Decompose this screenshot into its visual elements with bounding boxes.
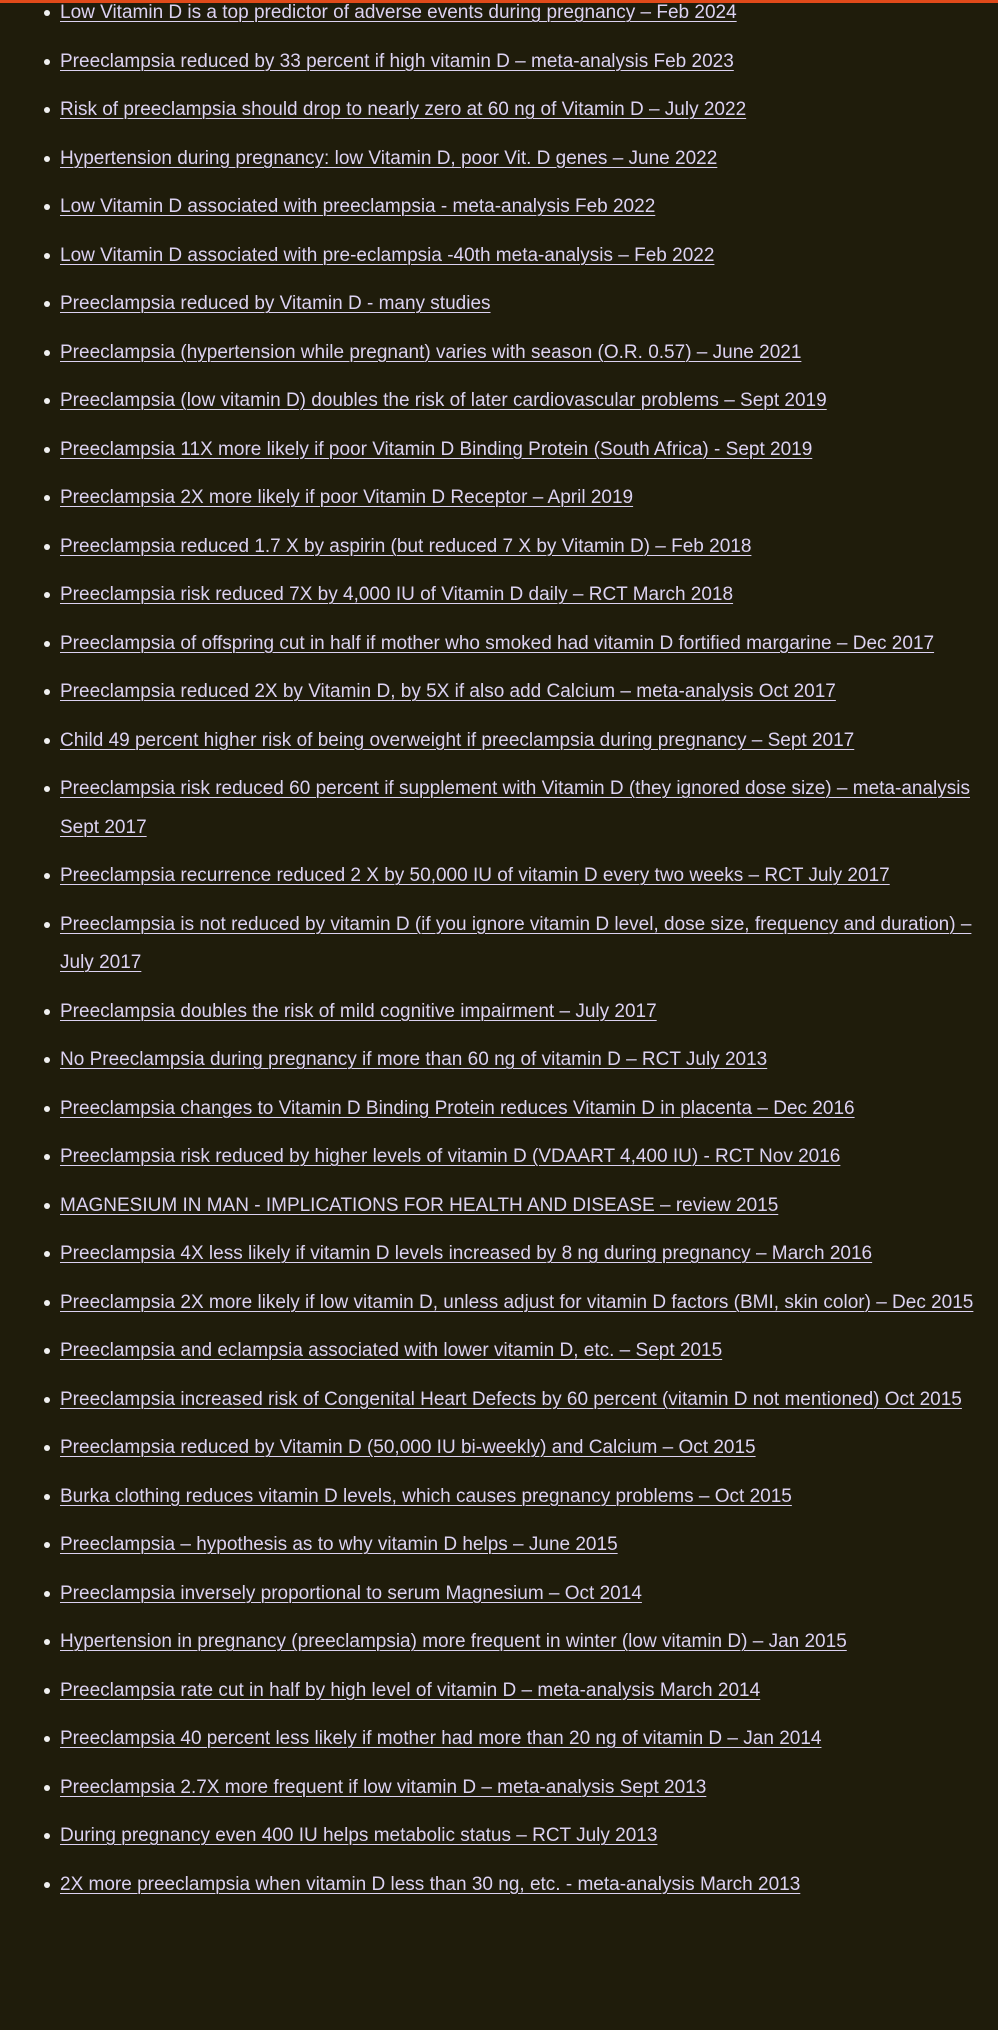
list-item (60, 993, 998, 1032)
article-link[interactable]: Preeclampsia (hypertension while pregnant) varies with season (O.R. 0.57) – June 2021 (60, 341, 802, 363)
list-item (60, 1090, 998, 1129)
article-link[interactable]: Preeclampsia risk reduced 60 percent if supplement with Vitamin D (they ignored dose size) – meta-analysis Sept 2017 (60, 778, 970, 838)
list-item (60, 91, 998, 130)
list-item (60, 1769, 998, 1808)
article-link[interactable]: Preeclampsia reduced 2X by Vitamin D, by 5X if also add Calcium – meta-analysis Oct 2017 (60, 681, 836, 702)
list-item (60, 1138, 998, 1177)
list-item (60, 722, 998, 761)
list-item (60, 625, 998, 664)
list-item (60, 1575, 998, 1614)
article-link[interactable]: Preeclampsia 2X more likely if low vitamin D, unless adjust for vitamin D factors (BMI, skin color) – Dec 2015 (60, 1291, 974, 1313)
list-item (60, 1429, 998, 1468)
article-link[interactable]: Preeclampsia risk reduced by higher levels of vitamin D (VDAART 4,400 IU) - RCT Nov 2016 (60, 1146, 841, 1167)
article-link[interactable]: Preeclampsia and eclampsia associated with lower vitamin D, etc. – Sept 2015 (60, 1340, 723, 1361)
article-link[interactable]: Preeclampsia 4X less likely if vitamin D levels increased by 8 ng during pregnancy – March 2016 (60, 1243, 873, 1264)
article-link[interactable]: Child 49 percent higher risk of being overweight if preeclampsia during pregnancy – Sept 2017 (60, 729, 855, 751)
article-link[interactable]: Low Vitamin D associated with preeclampsia - meta-analysis Feb 2022 (60, 196, 656, 217)
article-link[interactable]: Preeclampsia – hypothesis as to why vitamin D helps – June 2015 (60, 1534, 618, 1555)
article-link[interactable]: Preeclampsia 40 percent less likely if mother had more than 20 ng of vitamin D – Jan 2014 (60, 1728, 822, 1749)
article-link[interactable]: Preeclampsia 2.7X more frequent if low vitamin D – meta-analysis Sept 2013 (60, 1776, 707, 1798)
list-item (60, 285, 998, 324)
article-link[interactable]: Preeclampsia of offspring cut in half if mother who smoked had vitamin D fortified margarine – Dec 2017 (60, 632, 935, 654)
list-item (60, 770, 998, 847)
list-item (60, 1235, 998, 1274)
list-item (60, 576, 998, 615)
article-link[interactable]: Preeclampsia rate cut in half by high level of vitamin D – meta-analysis March 2014 (60, 1679, 761, 1701)
article-link[interactable]: Preeclampsia reduced by Vitamin D (50,000 IU bi-weekly) and Calcium – Oct 2015 (60, 1437, 756, 1458)
article-link[interactable]: Preeclampsia doubles the risk of mild cognitive impairment – July 2017 (60, 1000, 657, 1022)
list-item (60, 479, 998, 518)
article-link[interactable]: Hypertension during pregnancy: low Vitamin D, poor Vit. D genes – June 2022 (60, 147, 718, 169)
article-link[interactable]: Preeclampsia changes to Vitamin D Binding Protein reduces Vitamin D in placenta – Dec 2016 (60, 1097, 855, 1119)
list-item (60, 140, 998, 179)
list-item (60, 1284, 998, 1323)
list-item (60, 1817, 998, 1856)
article-link[interactable]: Low Vitamin D is a top predictor of adverse events during pregnancy – Feb 2024 (60, 2, 737, 23)
article-link[interactable]: Preeclampsia reduced by Vitamin D - many studies (60, 293, 491, 314)
list-item (60, 857, 998, 896)
article-link[interactable]: Risk of preeclampsia should drop to nearly zero at 60 ng of Vitamin D – July 2022 (60, 99, 747, 120)
list-item (60, 382, 998, 421)
list-item (60, 906, 998, 983)
article-link[interactable]: Hypertension in pregnancy (preeclampsia) more frequent in winter (low vitamin D) – Jan 2015 (60, 1631, 847, 1652)
article-link[interactable]: Preeclampsia reduced by 33 percent if high vitamin D – meta-analysis Feb 2023 (60, 50, 734, 72)
list-item (60, 1478, 998, 1517)
article-link[interactable]: Low Vitamin D associated with pre-eclampsia -40th meta-analysis – Feb 2022 (60, 244, 715, 266)
list-item (60, 1381, 998, 1420)
article-link[interactable]: Preeclampsia (low vitamin D) doubles the risk of later cardiovascular problems – Sept 2019 (60, 390, 827, 411)
list-item (60, 1672, 998, 1711)
list-item (60, 673, 998, 712)
article-link[interactable]: Preeclampsia 2X more likely if poor Vitamin D Receptor – April 2019 (60, 487, 634, 508)
article-link[interactable]: Preeclampsia 11X more likely if poor Vitamin D Binding Protein (South Africa) - Sept 2019 (60, 438, 813, 460)
list-item (60, 334, 998, 373)
article-link[interactable]: Preeclampsia increased risk of Congenital Heart Defects by 60 percent (vitamin D not mentioned) Oct 2015 (60, 1388, 962, 1410)
list-item (60, 1332, 998, 1371)
list-item (60, 1041, 998, 1080)
list-item (60, 1866, 998, 1905)
article-link[interactable]: Preeclampsia risk reduced 7X by 4,000 IU of Vitamin D daily – RCT March 2018 (60, 584, 734, 605)
article-link[interactable]: Preeclampsia inversely proportional to serum Magnesium – Oct 2014 (60, 1582, 642, 1604)
article-link[interactable]: Preeclampsia is not reduced by vitamin D (if you ignore vitamin D level, dose size, frequency and duration) – July 2017 (60, 913, 972, 973)
article-link[interactable]: MAGNESIUM IN MAN - IMPLICATIONS FOR HEALTH AND DISEASE – review 2015 (60, 1194, 779, 1216)
list-item (60, 188, 998, 227)
article-link[interactable]: Preeclampsia reduced 1.7 X by aspirin (but reduced 7 X by Vitamin D) – Feb 2018 (60, 535, 752, 557)
list-item (60, 43, 998, 82)
article-link[interactable]: During pregnancy even 400 IU helps metabolic status – RCT July 2013 (60, 1825, 658, 1846)
list-item (60, 528, 998, 567)
list-item (60, 431, 998, 470)
list-item (60, 0, 998, 33)
list-item (60, 1720, 998, 1759)
list-item (60, 237, 998, 276)
article-link[interactable]: Preeclampsia recurrence reduced 2 X by 50,000 IU of vitamin D every two weeks – RCT July 2017 (60, 865, 890, 886)
list-item (60, 1526, 998, 1565)
article-link[interactable]: 2X more preeclampsia when vitamin D less than 30 ng, etc. - meta-analysis March 2013 (60, 1873, 801, 1895)
article-link[interactable]: No Preeclampsia during pregnancy if more than 60 ng of vitamin D – RCT July 2013 (60, 1049, 768, 1070)
list-item (60, 1187, 998, 1226)
list-item (60, 1623, 998, 1662)
article-link[interactable]: Burka clothing reduces vitamin D levels, which causes pregnancy problems – Oct 2015 (60, 1485, 792, 1507)
